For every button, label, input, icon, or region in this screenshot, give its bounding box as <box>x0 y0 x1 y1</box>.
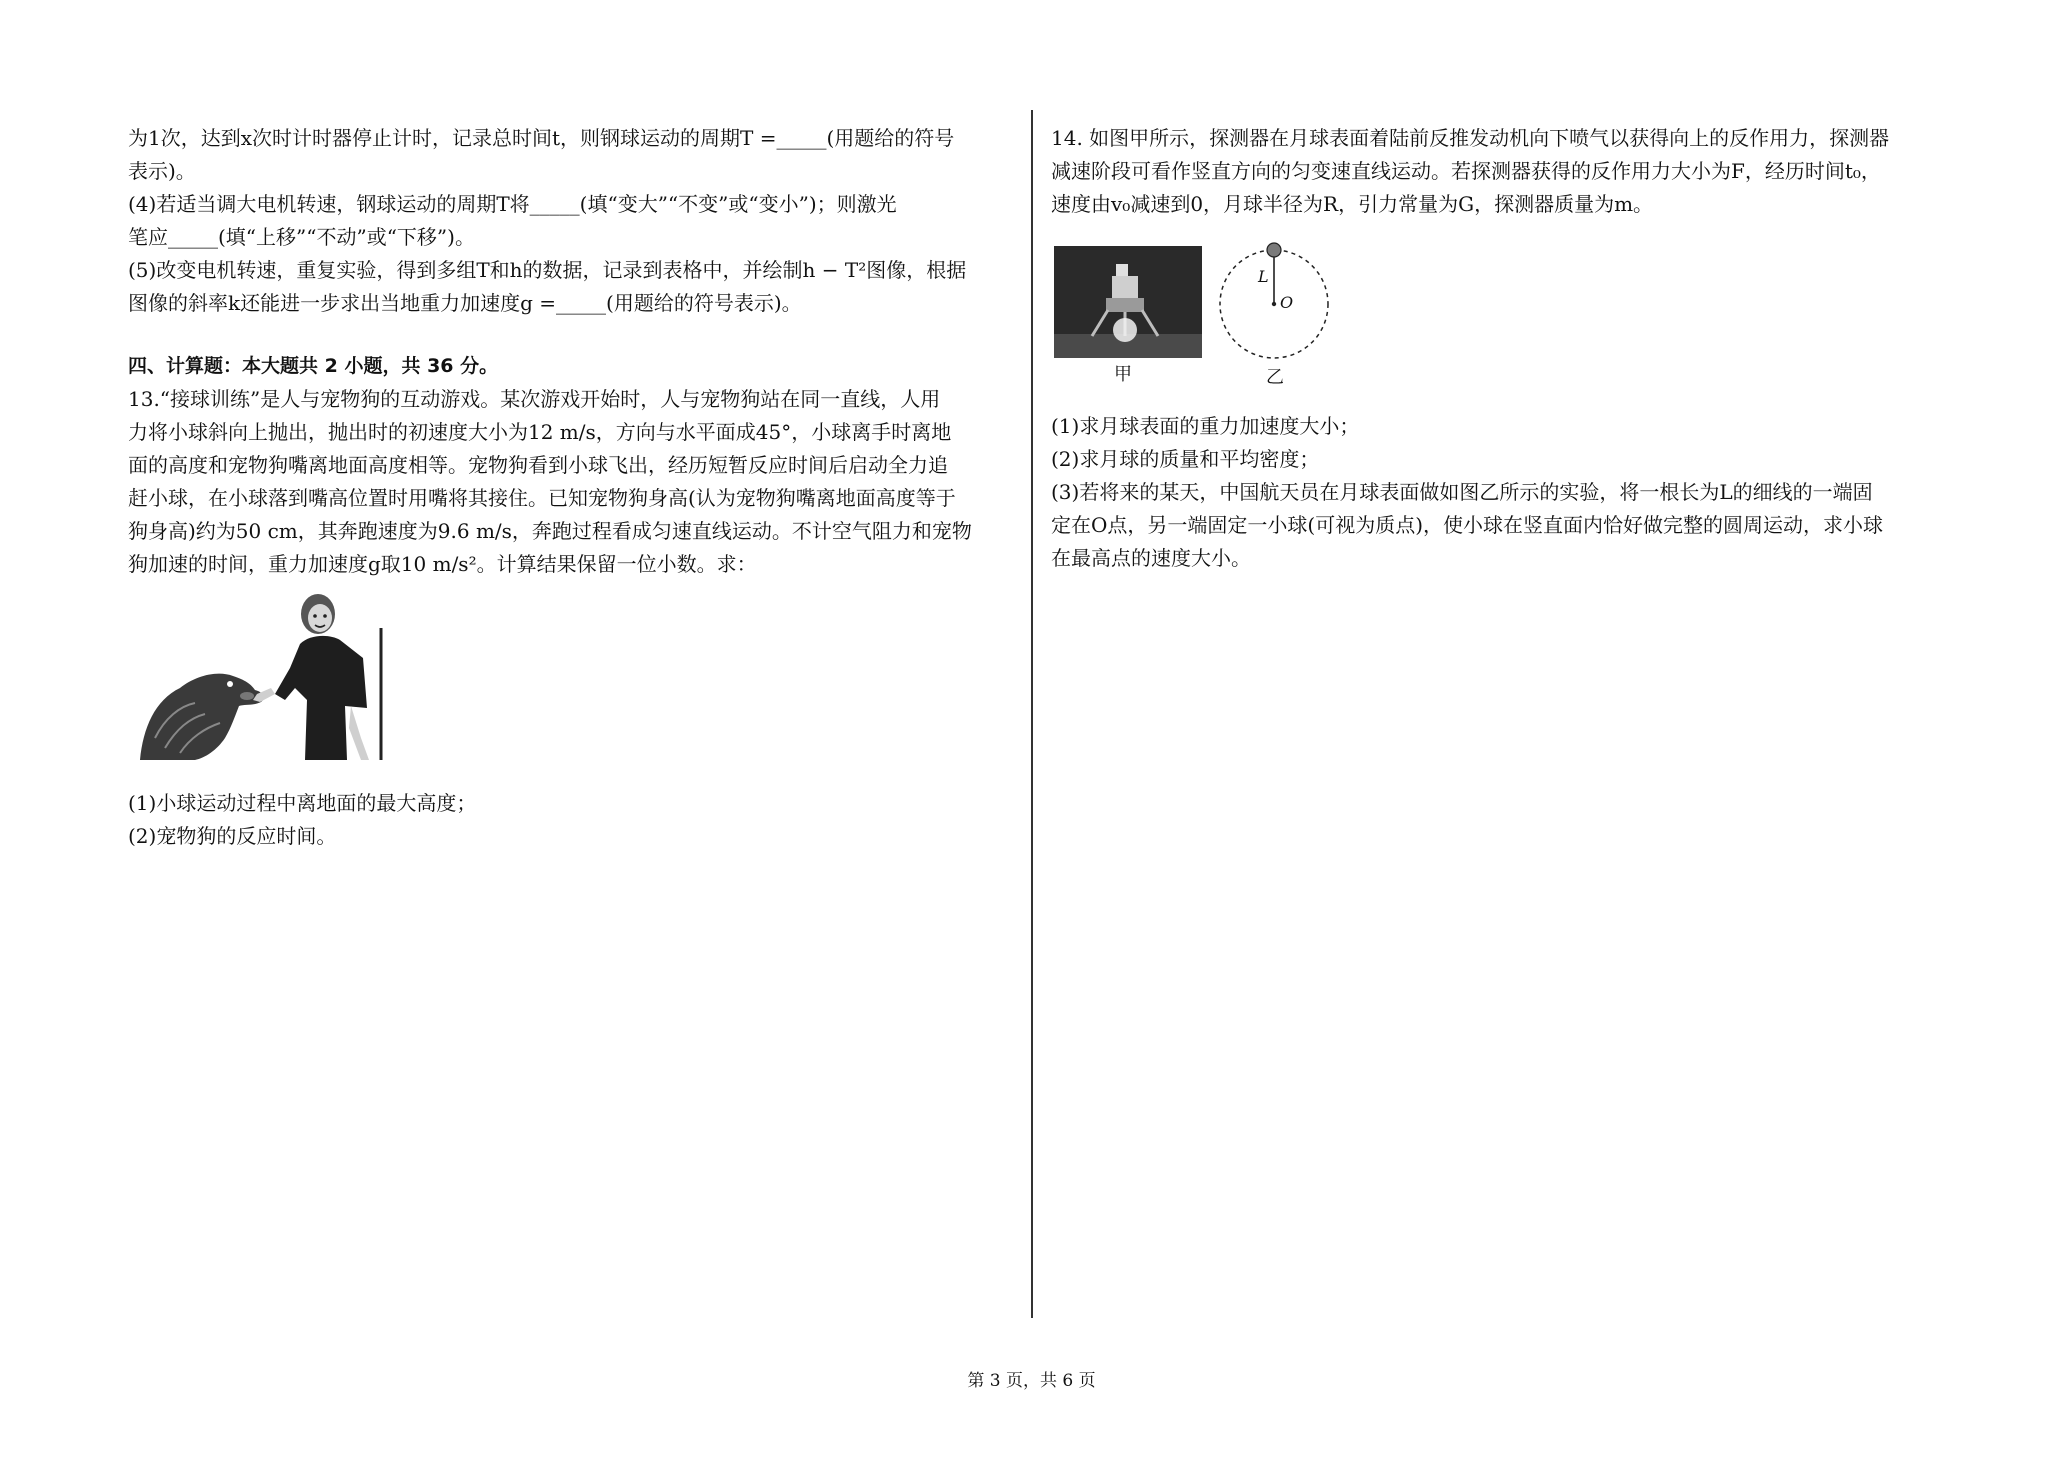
person-icon <box>253 594 381 760</box>
pivot-point <box>1272 302 1276 306</box>
lander-photo-figure <box>1054 246 1202 388</box>
question-14-line: 14. 如图甲所示，探测器在月球表面着陆前反推发动机向下喷气以获得向上的反作用力，探测器 <box>1051 126 1890 150</box>
sub-question: (2)宠物狗的反应时间。 <box>128 824 337 848</box>
label-o: O <box>1280 293 1294 312</box>
question-14-subquestions <box>1051 410 1883 575</box>
right-column <box>1051 122 1936 221</box>
ball-icon <box>1267 243 1281 257</box>
question-13-subquestions <box>128 787 476 853</box>
sub-question: 定在O点，另一端固定一小球(可视为质点)，使小球在竖直面内恰好做完整的圆周运动，求小球 <box>1051 513 1884 537</box>
sub-question: 在最高点的速度大小。 <box>1051 546 1251 570</box>
dog-icon <box>140 674 264 760</box>
sub-question: (3)若将来的某天，中国航天员在月球表面做如图乙所示的实验，将一根长为L的细线的一端固 <box>1051 480 1873 504</box>
section-title: 四、计算题：本大题共 2 小题，共 36 分。 <box>128 355 499 377</box>
question-13-line: 13.“接球训练”是人与宠物狗的互动游戏。某次游戏开始时，人与宠物狗站在同一直线，人用 <box>128 387 941 411</box>
text-line: 笔应_____(填“上移”“不动”或“下移”)。 <box>128 225 475 249</box>
text-line: (5)改变电机转速，重复实验，得到多组T和h的数据，记录到表格中，并绘制h − T²图像，根据 <box>128 258 967 282</box>
sub-question: (2)求月球的质量和平均密度； <box>1051 447 1320 471</box>
circular-motion-figure <box>1214 238 1338 390</box>
question-13-line: 狗加速的时间，重力加速度g取10 m/s²。计算结果保留一位小数。求： <box>128 552 757 576</box>
question-13-line: 赶小球，在小球落到嘴高位置时用嘴将其接住。已知宠物狗身高(认为宠物狗嘴离地面高度等于 <box>128 486 956 510</box>
figure-label-jia: 甲 <box>1114 364 1132 385</box>
dog-and-person-figure <box>135 588 400 763</box>
question-13-line: 力将小球斜向上抛出，抛出时的初速度大小为12 m/s，方向与水平面成45°，小球离手时离地 <box>128 420 952 444</box>
page-number-footer: 第 3 页，共 6 页 <box>967 1371 1096 1391</box>
sub-question: (1)小球运动过程中离地面的最大高度； <box>128 791 477 815</box>
question-13-line: 狗身高)约为50 cm，其奔跑速度为9.6 m/s，奔跑过程看成匀速直线运动。不计空气阻力和宠物 <box>128 519 972 543</box>
text-line: 图像的斜率k还能进一步求出当地重力加速度g =_____(用题给的符号表示)。 <box>128 291 802 315</box>
text-line: 为1次，达到x次时计时器停止计时，记录总时间t，则钢球运动的周期T =_____(用题给的符号 <box>128 126 955 150</box>
figure-label-yi: 乙 <box>1266 367 1284 388</box>
text-line: (4)若适当调大电机转速，钢球运动的周期T将_____(填“变大”“不变”或“变小”)；则激光 <box>128 192 897 216</box>
left-column <box>128 122 1008 581</box>
column-divider <box>1031 110 1033 1318</box>
question-14-line: 速度由v₀减速到0，月球半径为R，引力常量为G，探测器质量为m。 <box>1051 192 1654 216</box>
label-l: L <box>1258 267 1269 286</box>
text-line: 表示)。 <box>128 159 196 183</box>
sub-question: (1)求月球表面的重力加速度大小； <box>1051 414 1360 438</box>
question-13-line: 面的高度和宠物狗嘴离地面高度相等。宠物狗看到小球飞出，经历短暂反应时间后启动全力追 <box>128 453 948 477</box>
question-14-line: 减速阶段可看作竖直方向的匀变速直线运动。若探测器获得的反作用力大小为F，经历时间t₀， <box>1051 159 1881 183</box>
